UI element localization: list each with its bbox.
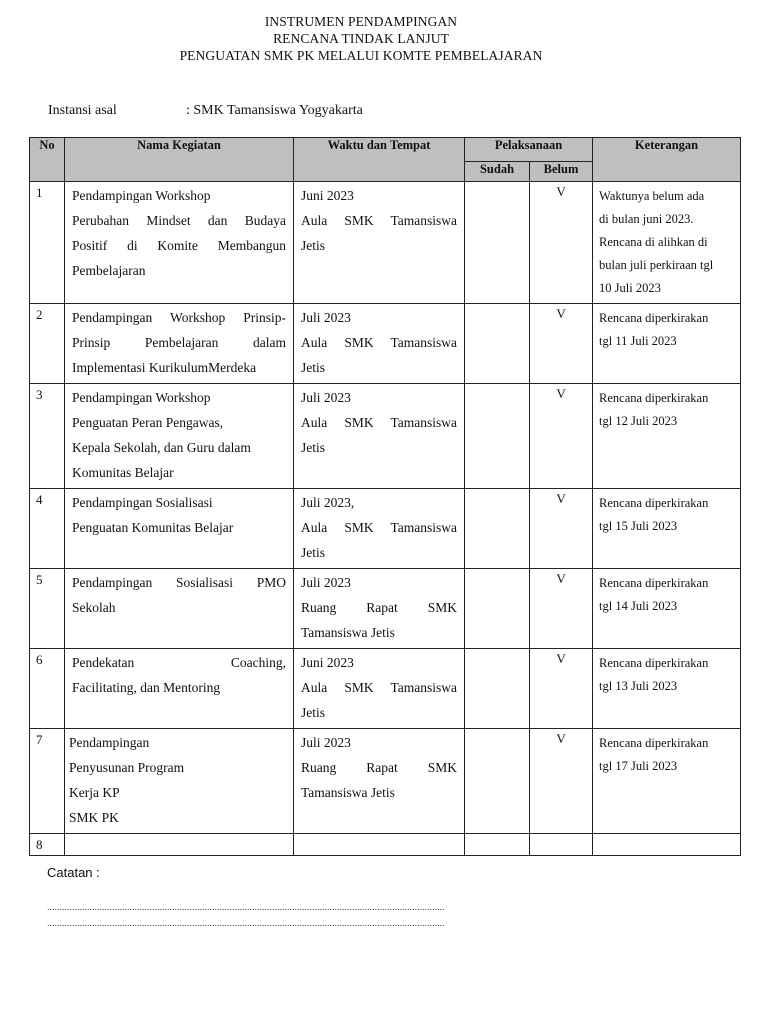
row-number: 5 [30, 569, 65, 649]
keterangan-line: Rencana di alihkan di [599, 235, 708, 249]
table-row [30, 834, 741, 856]
waktu-cell [294, 729, 465, 834]
table-row [30, 384, 741, 489]
header-waktu: Waktu dan Tempat [294, 138, 465, 182]
belum-mark: V [530, 384, 593, 489]
waktu-line: Jetis [301, 545, 326, 560]
kegiatan-line: Kerja KP [69, 785, 120, 800]
sudah-mark [465, 304, 530, 384]
kegiatan-line: Implementasi KurikulumMerdeka [72, 360, 257, 375]
keterangan-cell [593, 304, 741, 384]
table-body [30, 182, 741, 856]
kegiatan-cell [65, 489, 294, 569]
kegiatan-cell [65, 649, 294, 729]
kegiatan-line: Pendampingan Sosialisasi [72, 495, 213, 510]
kegiatan-line: Penguatan Peran Pengawas, [72, 415, 224, 430]
sudah-mark [465, 182, 530, 304]
keterangan-cell [593, 649, 741, 729]
waktu-line: Juli 2023 [301, 575, 351, 590]
waktu-line: Aula SMK Tamansiswa [301, 213, 457, 228]
kegiatan-cell [65, 384, 294, 489]
header-no: No [30, 138, 65, 182]
table-row [30, 649, 741, 729]
row-number: 2 [30, 304, 65, 384]
table-row [30, 304, 741, 384]
keterangan-cell [593, 729, 741, 834]
kegiatan-cell [65, 304, 294, 384]
kegiatan-line: Pendampingan [69, 735, 150, 750]
keterangan-cell [593, 182, 741, 304]
waktu-cell [294, 834, 465, 856]
waktu-line: Ruang Rapat SMK [301, 760, 457, 775]
waktu-line: Aula SMK Tamansiswa [301, 520, 457, 535]
keterangan-line: bulan juli perkiraan tgl [599, 258, 714, 272]
waktu-cell [294, 304, 465, 384]
keterangan-line: Rencana diperkirakan [599, 496, 709, 510]
belum-mark: V [530, 729, 593, 834]
keterangan-line: Waktunya belum ada [599, 189, 705, 203]
keterangan-line: tgl 11 Juli 2023 [599, 334, 677, 348]
kegiatan-line: Penguatan Komunitas Belajar [72, 520, 234, 535]
header-sudah: Sudah [465, 162, 530, 182]
kegiatan-line: Pendekatan Coaching, [72, 655, 286, 670]
waktu-line: Aula SMK Tamansiswa [301, 415, 457, 430]
table-row [30, 729, 741, 834]
header-belum: Belum [530, 162, 593, 182]
sudah-mark [465, 569, 530, 649]
keterangan-line: tgl 17 Juli 2023 [599, 759, 678, 773]
sudah-mark [465, 649, 530, 729]
keterangan-line: tgl 14 Juli 2023 [599, 599, 678, 613]
keterangan-line: tgl 15 Juli 2023 [599, 519, 678, 533]
keterangan-line: Rencana diperkirakan [599, 736, 709, 750]
kegiatan-line: Perubahan Mindset dan Budaya [72, 213, 286, 228]
table-row [30, 569, 741, 649]
keterangan-cell [593, 834, 741, 856]
keterangan-line: di bulan juni 2023. [599, 212, 694, 226]
row-number: 4 [30, 489, 65, 569]
keterangan-line: tgl 12 Juli 2023 [599, 414, 678, 428]
header-pelaksanaan: Pelaksanaan [465, 138, 593, 162]
waktu-line: Jetis [301, 360, 326, 375]
waktu-line: Jetis [301, 238, 326, 253]
kegiatan-line: Sekolah [72, 600, 116, 615]
row-number: 1 [30, 182, 65, 304]
kegiatan-line: Pendampingan Workshop [72, 188, 211, 203]
keterangan-line: tgl 13 Juli 2023 [599, 679, 678, 693]
keterangan-line: 10 Juli 2023 [599, 281, 661, 295]
keterangan-line: Rencana diperkirakan [599, 391, 709, 405]
kegiatan-cell [65, 834, 294, 856]
belum-mark: V [530, 569, 593, 649]
waktu-cell [294, 384, 465, 489]
waktu-line: Juli 2023, [301, 495, 355, 510]
document-title [0, 13, 722, 64]
activity-table [29, 137, 741, 856]
catatan-line-1[interactable]: ............................................................................................................................................................... [47, 902, 445, 912]
row-number: 6 [30, 649, 65, 729]
kegiatan-line: Pembelajaran [72, 263, 146, 278]
waktu-line: Aula SMK Tamansiswa [301, 680, 457, 695]
kegiatan-line: Komunitas Belajar [72, 465, 174, 480]
kegiatan-line: Pendampingan Workshop [72, 390, 211, 405]
keterangan-line: Rencana diperkirakan [599, 311, 709, 325]
kegiatan-line: Pendampingan Workshop Prinsip- [72, 310, 286, 325]
kegiatan-cell [65, 729, 294, 834]
sudah-mark [465, 384, 530, 489]
kegiatan-line: Prinsip Pembelajaran dalam [72, 335, 286, 350]
waktu-line: Tamansiswa Jetis [301, 785, 395, 800]
table-row [30, 182, 741, 304]
title-line-2: RENCANA TINDAK LANJUT [273, 31, 449, 46]
header-kegiatan: Nama Kegiatan [65, 138, 294, 182]
kegiatan-line: Positif di Komite Membangun [72, 238, 286, 253]
instansi-value: : SMK Tamansiswa Yogyakarta [186, 103, 363, 118]
belum-mark: V [530, 304, 593, 384]
catatan-line-2[interactable]: ............................................................................................................................................................... [47, 918, 445, 928]
belum-mark [530, 834, 593, 856]
waktu-cell [294, 569, 465, 649]
keterangan-cell [593, 489, 741, 569]
belum-mark: V [530, 489, 593, 569]
kegiatan-line: Kepala Sekolah, dan Guru dalam [72, 440, 251, 455]
kegiatan-line: Penyusunan Program [69, 760, 185, 775]
instansi-label: Instansi asal [48, 103, 117, 118]
belum-mark: V [530, 182, 593, 304]
keterangan-cell [593, 384, 741, 489]
waktu-line: Juli 2023 [301, 310, 351, 325]
waktu-cell [294, 649, 465, 729]
sudah-mark [465, 729, 530, 834]
keterangan-cell [593, 569, 741, 649]
table-row [30, 489, 741, 569]
waktu-cell [294, 489, 465, 569]
catatan-label: Catatan : [47, 865, 100, 880]
keterangan-line: Rencana diperkirakan [599, 576, 709, 590]
waktu-line: Juli 2023 [301, 390, 351, 405]
row-number: 3 [30, 384, 65, 489]
waktu-line: Jetis [301, 440, 326, 455]
waktu-line: Juni 2023 [301, 188, 354, 203]
waktu-line: Jetis [301, 705, 326, 720]
kegiatan-cell [65, 182, 294, 304]
waktu-line: Juli 2023 [301, 735, 351, 750]
header-keterangan: Keterangan [593, 138, 741, 182]
title-line-3: PENGUATAN SMK PK MELALUI KOMTE PEMBELAJARAN [179, 48, 543, 63]
waktu-line: Tamansiswa Jetis [301, 625, 395, 640]
kegiatan-line: SMK PK [69, 810, 119, 825]
waktu-line: Ruang Rapat SMK [301, 600, 457, 615]
kegiatan-line: Pendampingan Sosialisasi PMO [72, 575, 286, 590]
title-line-1: INSTRUMEN PENDAMPINGAN [264, 14, 458, 29]
keterangan-line: Rencana diperkirakan [599, 656, 709, 670]
sudah-mark [465, 489, 530, 569]
waktu-cell [294, 182, 465, 304]
kegiatan-cell [65, 569, 294, 649]
row-number: 7 [30, 729, 65, 834]
waktu-line: Aula SMK Tamansiswa [301, 335, 457, 350]
row-number: 8 [30, 834, 65, 856]
sudah-mark [465, 834, 530, 856]
waktu-line: Juni 2023 [301, 655, 354, 670]
belum-mark: V [530, 649, 593, 729]
kegiatan-line: Facilitating, dan Mentoring [72, 680, 221, 695]
